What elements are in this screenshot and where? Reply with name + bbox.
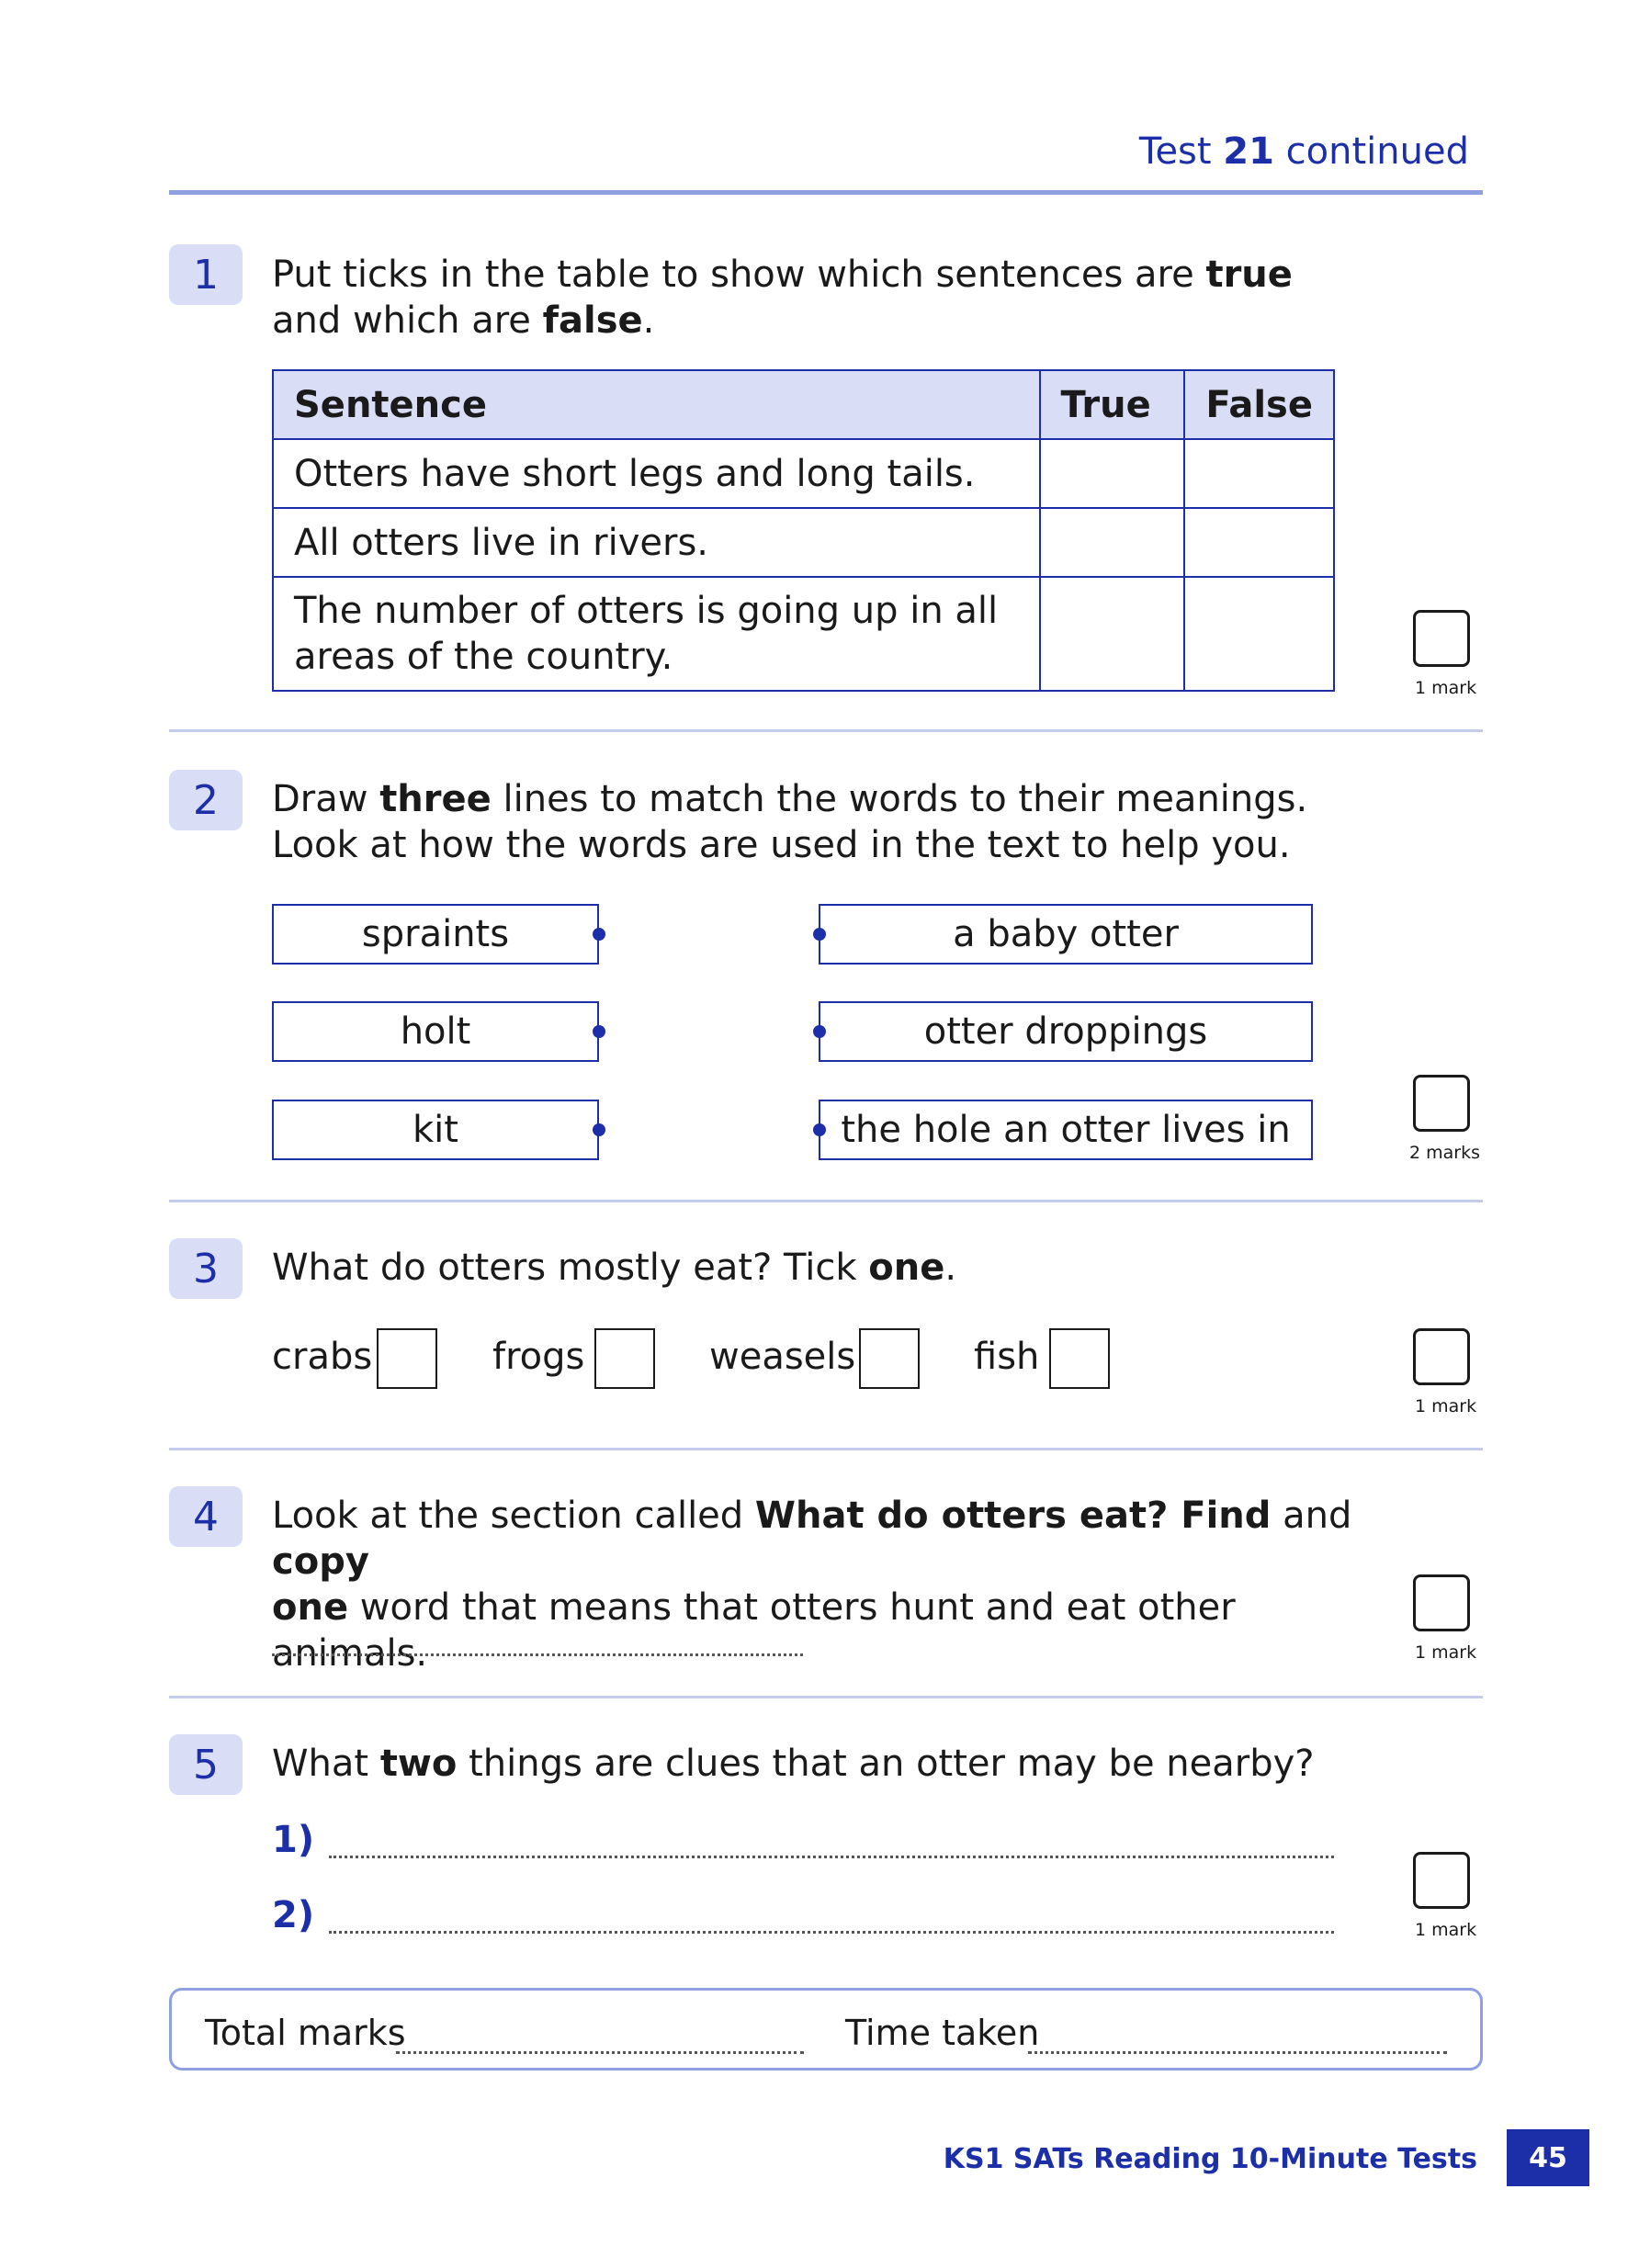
section-divider [169, 1448, 1483, 1450]
header-false: False [1184, 370, 1334, 439]
page-header-title: Test 21 continued [1138, 130, 1469, 173]
false-tick-cell[interactable] [1184, 577, 1334, 691]
sentence-cell: All otters live in rivers. [273, 508, 1040, 577]
tick-box-crabs[interactable] [377, 1328, 437, 1389]
mark-label-q4: 1 mark [1415, 1642, 1477, 1663]
table-row [273, 439, 1334, 508]
header-true: True [1040, 370, 1185, 439]
word-box: holt [272, 1001, 599, 1062]
mark-label-q2: 2 marks [1409, 1143, 1480, 1163]
totals-box [169, 1988, 1483, 2071]
true-tick-cell[interactable] [1040, 577, 1185, 691]
mark-box-q2[interactable] [1413, 1075, 1470, 1132]
total-marks-line[interactable] [396, 2051, 804, 2054]
time-taken-line[interactable] [1028, 2051, 1447, 2054]
mark-label-q3: 1 mark [1415, 1396, 1477, 1416]
tick-box-weasels[interactable] [859, 1328, 920, 1389]
tick-box-fish[interactable] [1049, 1328, 1110, 1389]
match-dot[interactable] [593, 1025, 605, 1038]
header-rule [169, 190, 1483, 195]
section-divider [169, 1696, 1483, 1698]
false-tick-cell[interactable] [1184, 508, 1334, 577]
question-number-4: 4 [169, 1486, 243, 1547]
time-taken-label: Time taken [845, 2013, 1040, 2053]
table-row [273, 577, 1334, 691]
word-box: spraints [272, 904, 599, 965]
mark-label-q1: 1 mark [1415, 678, 1477, 698]
question-5-text: What two things are clues that an otter may be nearby? [272, 1743, 1315, 1785]
option-label: frogs [492, 1336, 585, 1378]
book-title: KS1 SATs Reading 10-Minute Tests [943, 2143, 1477, 2175]
option-label: fish [974, 1336, 1040, 1378]
section-divider [169, 729, 1483, 732]
option-label: crabs [272, 1336, 373, 1378]
answer-line-q4[interactable] [272, 1653, 803, 1656]
meaning-box: otter droppings [819, 1001, 1313, 1062]
answer-label-2: 2) [272, 1894, 315, 1936]
sentence-cell: The number of otters is going up in all areas of the country. [273, 577, 1040, 691]
false-tick-cell[interactable] [1184, 439, 1334, 508]
mark-box-q3[interactable] [1413, 1328, 1470, 1385]
mark-box-q4[interactable] [1413, 1574, 1470, 1631]
mark-box-q1[interactable] [1413, 610, 1470, 667]
question-4-text: Look at the section called What do otters eat? Find and copy one word that means that otters hunt and eat other animals. [272, 1495, 1352, 1675]
meaning-box: a baby otter [819, 904, 1313, 965]
answer-line-q5-2[interactable] [329, 1931, 1334, 1934]
mark-label-q5: 1 mark [1415, 1920, 1477, 1940]
word-box: kit [272, 1100, 599, 1160]
option-label: weasels [709, 1336, 856, 1378]
question-number-5: 5 [169, 1734, 243, 1795]
answer-line-q5-1[interactable] [329, 1856, 1334, 1858]
question-1-text: Put ticks in the table to show which sentences are true and which are false. [272, 254, 1293, 342]
match-dot[interactable] [593, 1123, 605, 1136]
table-row [273, 508, 1334, 577]
answer-label-1: 1) [272, 1819, 315, 1861]
question-3-text: What do otters mostly eat? Tick one. [272, 1247, 957, 1289]
question-number-2: 2 [169, 770, 243, 830]
question-number-1: 1 [169, 244, 243, 305]
section-divider [169, 1200, 1483, 1202]
mark-box-q5[interactable] [1413, 1852, 1470, 1909]
table-header-row [273, 370, 1334, 439]
match-dot[interactable] [593, 928, 605, 941]
tick-box-frogs[interactable] [594, 1328, 655, 1389]
sentence-cell: Otters have short legs and long tails. [273, 439, 1040, 508]
question-number-3: 3 [169, 1238, 243, 1299]
true-tick-cell[interactable] [1040, 439, 1185, 508]
header-sentence: Sentence [273, 370, 1040, 439]
true-false-table [272, 369, 1335, 692]
total-marks-label: Total marks [205, 2013, 406, 2053]
page-number: 45 [1507, 2129, 1589, 2186]
true-tick-cell[interactable] [1040, 508, 1185, 577]
question-2-text: Draw three lines to match the words to their meanings. Look at how the words are used in the text to help you. [272, 778, 1308, 866]
meaning-box: the hole an otter lives in [819, 1100, 1313, 1160]
